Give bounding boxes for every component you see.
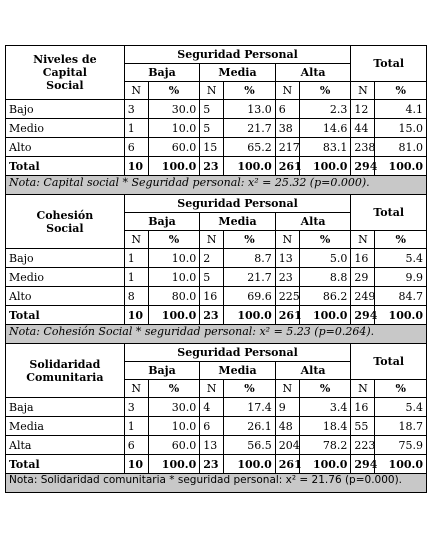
- percent-cell: 78.2: [299, 436, 351, 455]
- percent-cell: 100.0: [299, 157, 351, 176]
- percent-cell: 8.7: [224, 249, 276, 268]
- n-header: N: [200, 231, 224, 249]
- count-cell: 1: [124, 119, 148, 138]
- level-header: Media: [200, 213, 276, 231]
- count-cell: 23: [200, 157, 224, 176]
- n-header: N: [351, 380, 375, 398]
- row-label: Bajo: [6, 249, 125, 268]
- count-cell: 23: [200, 306, 224, 325]
- pct-header: %: [224, 380, 276, 398]
- count-cell: 15: [200, 138, 224, 157]
- count-cell: 55: [351, 417, 375, 436]
- n-header: N: [275, 380, 299, 398]
- percent-cell: 26.1: [224, 417, 276, 436]
- count-cell: 10: [124, 306, 148, 325]
- percent-cell: 10.0: [148, 417, 200, 436]
- count-cell: 1: [124, 417, 148, 436]
- percent-cell: 100.0: [375, 306, 427, 325]
- row-label: Bajo: [6, 100, 125, 119]
- percent-cell: 18.7: [375, 417, 427, 436]
- count-cell: 38: [275, 119, 299, 138]
- percent-cell: 5.4: [375, 249, 427, 268]
- row-label: Baja: [6, 398, 125, 417]
- count-cell: 6: [275, 100, 299, 119]
- table-note: Nota: Capital social * Seguridad personal: x² = 25.32 (p=0.000).: [6, 176, 427, 195]
- count-cell: 3: [124, 398, 148, 417]
- count-cell: 294: [351, 455, 375, 474]
- count-cell: 238: [351, 138, 375, 157]
- n-header: N: [351, 82, 375, 100]
- note-row: [6, 474, 427, 493]
- crosstab-document: [5, 45, 427, 493]
- count-cell: 294: [351, 306, 375, 325]
- table-row: [6, 436, 427, 455]
- count-cell: 2: [200, 249, 224, 268]
- section-title-line: Solidaridad: [29, 357, 101, 371]
- percent-cell: 100.0: [148, 455, 200, 474]
- percent-cell: 15.0: [375, 119, 427, 138]
- count-cell: 4: [200, 398, 224, 417]
- count-cell: 6: [124, 138, 148, 157]
- percent-cell: 69.6: [224, 287, 276, 306]
- count-cell: 6: [200, 417, 224, 436]
- n-header: N: [275, 82, 299, 100]
- count-cell: 5: [200, 119, 224, 138]
- total-row: [6, 157, 427, 176]
- table-row: [6, 268, 427, 287]
- percent-cell: 100.0: [148, 157, 200, 176]
- row-label: Media: [6, 417, 125, 436]
- note-row: [6, 325, 427, 344]
- count-cell: 13: [275, 249, 299, 268]
- percent-cell: 8.8: [299, 268, 351, 287]
- group-header: Seguridad Personal: [124, 46, 351, 64]
- group-header: Seguridad Personal: [124, 195, 351, 213]
- row-label: Total: [6, 455, 125, 474]
- table-note: Nota: Cohesión Social * seguridad personal: x² = 5.23 (p=0.264).: [6, 325, 427, 344]
- n-header: N: [275, 231, 299, 249]
- count-cell: 1: [124, 249, 148, 268]
- table-row: [6, 398, 427, 417]
- section-title-line: Cohesión: [36, 208, 94, 222]
- pct-header: %: [375, 231, 427, 249]
- header-row: [6, 195, 427, 213]
- percent-cell: 86.2: [299, 287, 351, 306]
- percent-cell: 4.1: [375, 100, 427, 119]
- level-header: Alta: [275, 362, 351, 380]
- percent-cell: 75.9: [375, 436, 427, 455]
- row-label: Total: [6, 157, 125, 176]
- pct-header: %: [148, 380, 200, 398]
- count-cell: 48: [275, 417, 299, 436]
- percent-cell: 3.4: [299, 398, 351, 417]
- percent-cell: 100.0: [375, 455, 427, 474]
- percent-cell: 13.0: [224, 100, 276, 119]
- count-cell: 23: [275, 268, 299, 287]
- level-header: Alta: [275, 64, 351, 82]
- count-cell: 261: [275, 306, 299, 325]
- percent-cell: 84.7: [375, 287, 427, 306]
- n-header: N: [124, 231, 148, 249]
- level-header: Baja: [124, 64, 200, 82]
- count-cell: 29: [351, 268, 375, 287]
- count-cell: 23: [200, 455, 224, 474]
- percent-cell: 81.0: [375, 138, 427, 157]
- level-header: Baja: [124, 213, 200, 231]
- count-cell: 223: [351, 436, 375, 455]
- count-cell: 3: [124, 100, 148, 119]
- percent-cell: 10.0: [148, 119, 200, 138]
- total-row: [6, 306, 427, 325]
- count-cell: 12: [351, 100, 375, 119]
- section-title-line: Niveles de: [33, 53, 97, 66]
- section-title-line: Social: [46, 79, 84, 92]
- percent-cell: 5.0: [299, 249, 351, 268]
- count-cell: 5: [200, 100, 224, 119]
- table-row: [6, 119, 427, 138]
- count-cell: 261: [275, 455, 299, 474]
- level-header: Alta: [275, 213, 351, 231]
- count-cell: 249: [351, 287, 375, 306]
- percent-cell: 80.0: [148, 287, 200, 306]
- n-header: N: [124, 82, 148, 100]
- table-row: [6, 417, 427, 436]
- section-title-line: Comunitaria: [26, 370, 104, 384]
- row-label: Medio: [6, 268, 125, 287]
- section-title-line: Capital: [42, 66, 87, 79]
- count-cell: 44: [351, 119, 375, 138]
- total-row: [6, 455, 427, 474]
- section-title-line: Social: [46, 221, 84, 235]
- count-cell: 6: [124, 436, 148, 455]
- section-title: [6, 344, 125, 398]
- percent-cell: 17.4: [224, 398, 276, 417]
- percent-cell: 100.0: [224, 455, 276, 474]
- row-label: Alto: [6, 138, 125, 157]
- percent-cell: 10.0: [148, 249, 200, 268]
- total-header: Total: [351, 46, 427, 82]
- percent-cell: 2.3: [299, 100, 351, 119]
- count-cell: 10: [124, 455, 148, 474]
- row-label: Total: [6, 306, 125, 325]
- n-header: N: [124, 380, 148, 398]
- crosstab-table: [5, 45, 427, 493]
- table-row: [6, 287, 427, 306]
- row-label: Medio: [6, 119, 125, 138]
- percent-cell: 100.0: [148, 306, 200, 325]
- level-header: Baja: [124, 362, 200, 380]
- count-cell: 294: [351, 157, 375, 176]
- count-cell: 1: [124, 268, 148, 287]
- percent-cell: 60.0: [148, 436, 200, 455]
- count-cell: 225: [275, 287, 299, 306]
- count-cell: 261: [275, 157, 299, 176]
- percent-cell: 21.7: [224, 119, 276, 138]
- n-header: N: [200, 380, 224, 398]
- percent-cell: 100.0: [299, 306, 351, 325]
- percent-cell: 100.0: [224, 157, 276, 176]
- count-cell: 217: [275, 138, 299, 157]
- level-header: Media: [200, 362, 276, 380]
- pct-header: %: [375, 82, 427, 100]
- count-cell: 10: [124, 157, 148, 176]
- count-cell: 16: [351, 398, 375, 417]
- percent-cell: 56.5: [224, 436, 276, 455]
- pct-header: %: [375, 380, 427, 398]
- header-row: [6, 46, 427, 64]
- table-row: [6, 100, 427, 119]
- n-header: N: [351, 231, 375, 249]
- pct-header: %: [224, 82, 276, 100]
- percent-cell: 21.7: [224, 268, 276, 287]
- percent-cell: 65.2: [224, 138, 276, 157]
- pct-header: %: [148, 82, 200, 100]
- pct-header: %: [299, 380, 351, 398]
- percent-cell: 60.0: [148, 138, 200, 157]
- count-cell: 8: [124, 287, 148, 306]
- percent-cell: 5.4: [375, 398, 427, 417]
- percent-cell: 30.0: [148, 100, 200, 119]
- percent-cell: 14.6: [299, 119, 351, 138]
- row-label: Alto: [6, 287, 125, 306]
- percent-cell: 100.0: [375, 157, 427, 176]
- group-header: Seguridad Personal: [124, 344, 351, 362]
- percent-cell: 100.0: [224, 306, 276, 325]
- section-title: [6, 195, 125, 249]
- count-cell: 16: [200, 287, 224, 306]
- table-row: [6, 138, 427, 157]
- total-header: Total: [351, 344, 427, 380]
- percent-cell: 10.0: [148, 268, 200, 287]
- row-label: Alta: [6, 436, 125, 455]
- section-title: [6, 46, 125, 100]
- table-row: [6, 249, 427, 268]
- percent-cell: 9.9: [375, 268, 427, 287]
- percent-cell: 100.0: [299, 455, 351, 474]
- pct-header: %: [224, 231, 276, 249]
- count-cell: 5: [200, 268, 224, 287]
- count-cell: 13: [200, 436, 224, 455]
- count-cell: 9: [275, 398, 299, 417]
- level-header: Media: [200, 64, 276, 82]
- header-row: [6, 344, 427, 362]
- total-header: Total: [351, 195, 427, 231]
- count-cell: 204: [275, 436, 299, 455]
- table-note: Nota: Solidaridad comunitaria * seguridad personal: x² = 21.76 (p=0.000).: [6, 474, 427, 493]
- count-cell: 16: [351, 249, 375, 268]
- pct-header: %: [299, 231, 351, 249]
- pct-header: %: [299, 82, 351, 100]
- percent-cell: 18.4: [299, 417, 351, 436]
- pct-header: %: [148, 231, 200, 249]
- n-header: N: [200, 82, 224, 100]
- note-row: [6, 176, 427, 195]
- percent-cell: 30.0: [148, 398, 200, 417]
- percent-cell: 83.1: [299, 138, 351, 157]
